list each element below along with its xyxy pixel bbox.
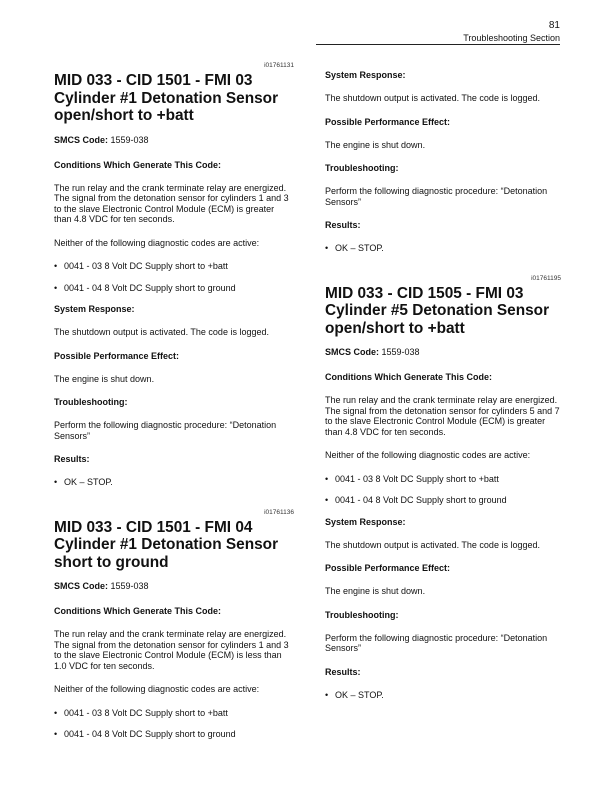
article-title: MID 033 - CID 1501 - FMI 03 Cylinder #1 Detonation Sensor open/short to +batt — [54, 72, 279, 124]
smcs-value: 1559-038 — [381, 347, 420, 357]
doc-id: i01761195 — [531, 274, 561, 282]
list-item: • 0041 - 03 8 Volt DC Supply short to +batt — [325, 474, 561, 485]
results-heading: Results: — [325, 220, 361, 230]
smcs-label: SMCS Code: — [325, 347, 379, 357]
list-item: • 0041 - 04 8 Volt DC Supply short to ground — [54, 283, 294, 294]
doc-id: i01761131 — [264, 62, 294, 69]
troubleshooting-text: Perform the following diagnostic procedure: “Detonation Sensors” — [325, 632, 548, 653]
system-response-text: The shutdown output is activated. The code is logged. — [54, 327, 269, 337]
diagnostic-code-list — [325, 474, 561, 506]
list-item: • OK – STOP. — [325, 243, 561, 254]
smcs-value: 1559-038 — [110, 581, 149, 591]
conditions-heading: Conditions Which Generate This Code: — [54, 159, 222, 170]
article-title: MID 033 - CID 1505 - FMI 03 Cylinder #5 Detonation Sensor open/short to +batt — [325, 284, 550, 337]
list-item: • 0041 - 04 8 Volt DC Supply short to ground — [54, 729, 294, 740]
smcs-code — [54, 581, 294, 591]
performance-text: The engine is shut down. — [54, 373, 155, 384]
article-cid1505-fmi03 — [325, 275, 561, 701]
doc-id: i01761136 — [264, 508, 294, 516]
system-response-text: The shutdown output is activated. The code is logged. — [325, 93, 540, 103]
list-item: • 0041 - 03 8 Volt DC Supply short to +batt — [54, 708, 294, 719]
results-heading: Results: — [325, 666, 361, 677]
conditions-heading: Conditions Which Generate This Code: — [54, 606, 222, 616]
system-response-heading: System Response: — [325, 516, 406, 527]
troubleshooting-heading: Troubleshooting: — [325, 609, 399, 620]
system-response-text: The shutdown output is activated. The code is logged. — [325, 539, 540, 550]
performance-heading: Possible Performance Effect: — [325, 563, 451, 573]
troubleshooting-text: Perform the following diagnostic procedure: “Detonation Sensors” — [325, 186, 548, 207]
diagnostic-code-list — [54, 708, 294, 740]
neither-text: Neither of the following diagnostic codes are active: — [325, 450, 531, 460]
smcs-label: SMCS Code: — [54, 581, 108, 591]
troubleshooting-heading: Troubleshooting: — [54, 397, 128, 407]
system-response-heading: System Response: — [54, 304, 135, 314]
article-cid1501-fmi04 — [54, 509, 294, 740]
section-title: Troubleshooting Section — [463, 33, 560, 43]
system-response-heading: System Response: — [325, 70, 406, 80]
troubleshooting-heading: Troubleshooting: — [325, 163, 399, 173]
conditions-heading: Conditions Which Generate This Code: — [325, 372, 493, 382]
right-column — [325, 70, 561, 711]
results-list — [325, 690, 561, 701]
list-item: • 0041 - 03 8 Volt DC Supply short to +batt — [54, 261, 294, 272]
article-cid1501-fmi04-continued — [325, 70, 561, 254]
smcs-code — [54, 135, 294, 145]
header-rule — [316, 44, 560, 45]
smcs-label: SMCS Code: — [54, 134, 108, 145]
neither-text: Neither of the following diagnostic codes are active: — [54, 684, 260, 694]
results-list — [54, 477, 294, 488]
list-item: • 0041 - 04 8 Volt DC Supply short to ground — [325, 495, 561, 506]
performance-heading: Possible Performance Effect: — [325, 116, 451, 127]
performance-text: The engine is shut down. — [325, 586, 426, 596]
troubleshooting-text: Perform the following diagnostic procedure: “Detonation Sensors” — [54, 420, 277, 441]
conditions-text: The run relay and the crank terminate relay are energized. The signal from the detonation sensor for cylinders 1 and 3 to the slave Electronic Control Module (ECM) is less than 1.0 VDC for ten seconds. — [54, 629, 289, 671]
article-cid1501-fmi03 — [54, 62, 294, 488]
diagnostic-code-list — [54, 261, 294, 293]
list-item: • OK – STOP. — [325, 690, 561, 701]
performance-heading: Possible Performance Effect: — [54, 350, 180, 361]
smcs-code — [325, 347, 561, 357]
results-heading: Results: — [54, 454, 90, 464]
page-number: 81 — [548, 20, 560, 31]
conditions-text: The run relay and the crank terminate relay are energized. The signal from the detonation sensor for cylinders 1 and 3 to the slave Electronic Control Module (ECM) is greater than 4.8 VDC for ten seconds. — [54, 182, 289, 224]
article-title: MID 033 - CID 1501 - FMI 04 Cylinder #1 Detonation Sensor short to ground — [54, 518, 279, 571]
conditions-text: The run relay and the crank terminate relay are energized. The signal from the detonation sensor for cylinders 5 and 7 to the slave Electronic Control Module (ECM) is greater than 4.8 VDC for ten seconds. — [325, 395, 560, 437]
smcs-value: 1559-038 — [110, 134, 149, 145]
performance-text: The engine is shut down. — [325, 139, 426, 150]
results-list — [325, 243, 561, 254]
list-item: • OK – STOP. — [54, 477, 294, 488]
neither-text: Neither of the following diagnostic codes are active: — [54, 237, 260, 248]
left-column — [54, 62, 294, 751]
